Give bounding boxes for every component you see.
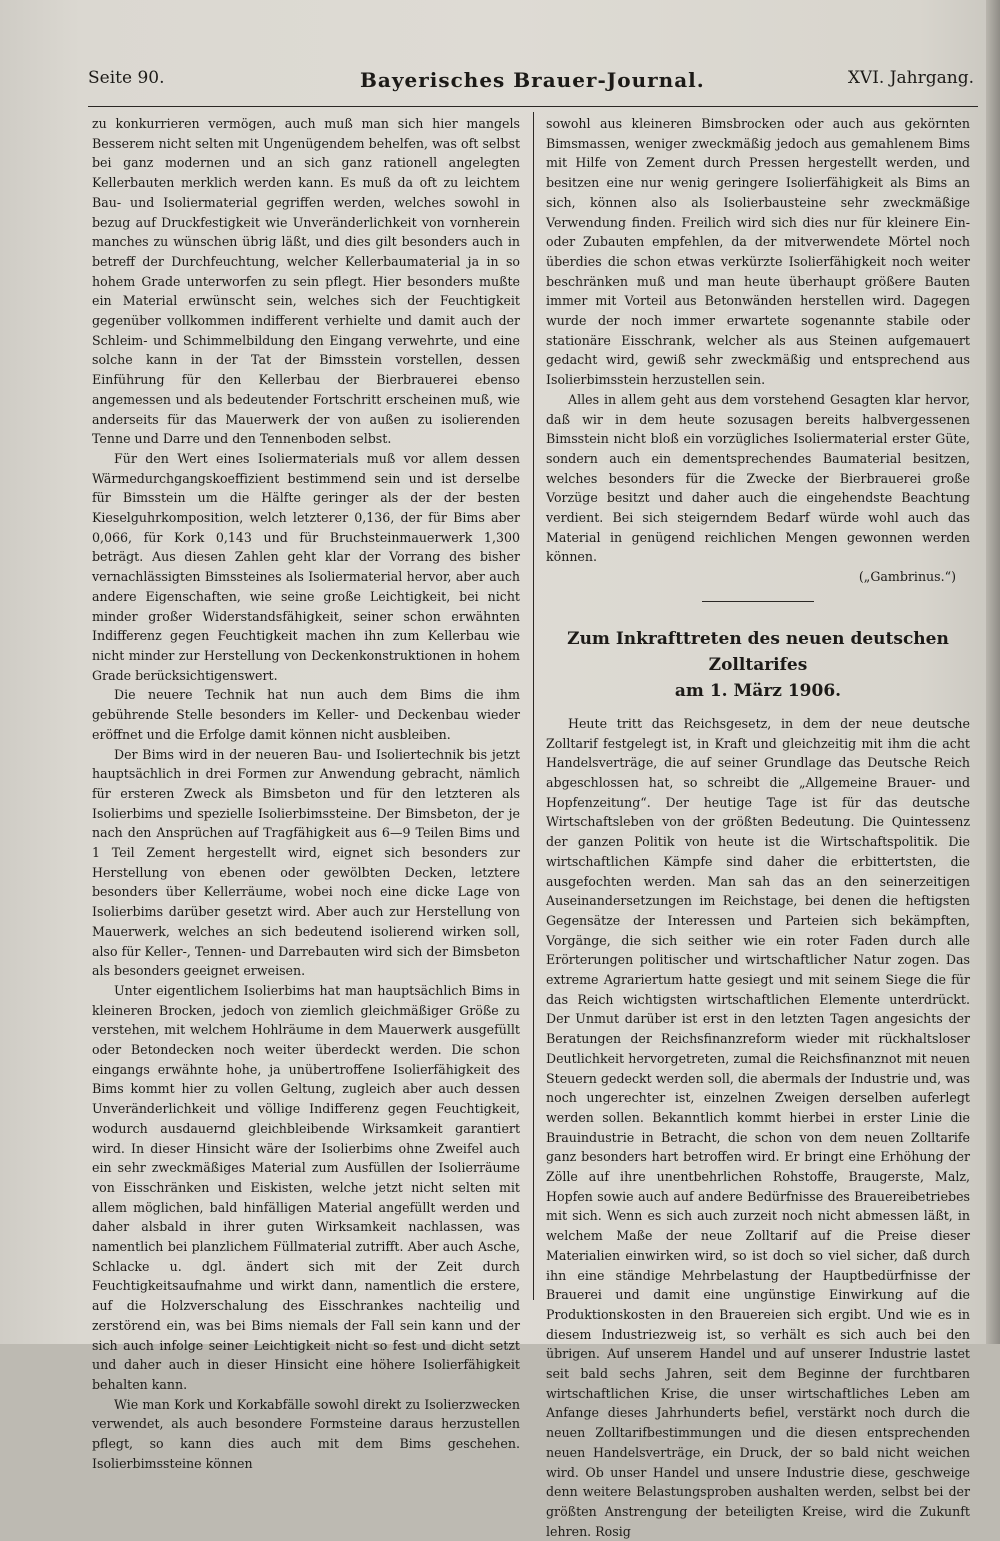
- header-rule: [88, 106, 978, 107]
- paragraph: Wie man Kork und Korkabfälle sowohl direkt zu Isolierzwecken verwendet, als auch besondere Formsteine daraus herzustellen pflegt, so kann dies auch mit dem Bims geschehen. Isolierbimssteine können: [92, 1396, 520, 1471]
- page-number: Seite 90.: [88, 68, 165, 88]
- page-header: [88, 68, 978, 100]
- paragraph: zu konkurrieren vermögen, auch muß man sich hier mangels Besserem nicht selten mit Ungenügendem behelfen, was oft selbst bei ganz modernen und an sich ganz rationell angelegten Kellerbauten merklich werden kann. Es muß da oft zu leichtem Bau- und Isoliermaterial gegriffen werden, welches sowohl in bezug auf Druckfestigkeit wie Unveränderlichkeit von vornherein manches zu wünschen übrig läßt, und dies gilt besonders auch in betreff der Durchfeuchtung, welcher Kellerbaumaterial ja in so hohem Grade unterworfen zu sein pflegt. Hier besonders mußte ein Material erwünscht sein, welches sich der Feuchtigkeit gegenüber vollkommen indifferent verhielte und damit auch der Schleim- und Schimmelbildung den Eingang verwehrte, und eine solche kann in der Tat der Bimsstein vorstellen, dessen Einführung für den Kellerbau der Bierbrauerei ebenso angemessen und als bedeutender Fortschritt erscheinen muß, wie anderseits für das Mauerwerk der von außen zu isolierenden Tenne und Darre und den Tennenboden selbst.: [92, 116, 520, 447]
- left-column: [92, 114, 520, 1474]
- page-edge-shadow: [986, 0, 1000, 1344]
- volume-label: XVI. Jahrgang.: [847, 68, 974, 88]
- paragraph: Für den Wert eines Isoliermaterials muß vor allem dessen Wärmedurchgangskoeffizient bestimmend sein und ist derselbe für Bimsstein um die Hälfte geringer als der der besten Kieselguhrkomposition, welch letzterer 0,136, der für Bims aber 0,066, für Kork 0,143 und für Bruchsteinmauerwerk 1,300 beträgt. Aus diesen Zahlen geht klar der Vorrang des bisher vernachlässigten Bimssteines als Isoliermaterial hervor, aber auch andere Eigenschaften, wie seine große Leichtigkeit, bei nicht minder großer Widerstandsfähigkeit, seiner schon erwähnten Indifferenz gegen Feuchtigkeit machen ihn zum Kellerbau wie nicht minder zur Herstellung von Deckenkonstruktionen in hohem Grade berücksichtigenswert.: [92, 450, 520, 683]
- journal-title: Bayerisches Brauer-Journal.: [360, 68, 705, 92]
- paragraph: Die neuere Technik hat nun auch dem Bims die ihm gebührende Stelle besonders im Keller- und Deckenbau wieder eröffnet und die Erfolge damit können nicht ausbleiben.: [92, 687, 520, 742]
- paragraph: Der Bims wird in der neueren Bau- und Isoliertechnik bis jetzt hauptsächlich in drei Formen zur Anwendung gebracht, nämlich für ersteren Zweck als Bimsbeton und für den letzteren als Isolierbims und spezielle Isolierbimssteine. Der Bimsbeton, der je nach den Ansprüchen auf Tragfähigkeit aus 6—9 Teilen Bims und 1 Teil Zement hergestellt wird, eignet sich besonders zur Herstellung von ebenen oder gewölbten Decken, letztere besonders über Kellerräume, wobei noch eine dicke Lage von Isolierbims darüber gesetzt wird. Aber auch zur Herstellung von Mauerwerk, welches an sich bedeutend isolierend wirken soll, also für Keller-, Tennen- und Darrebauten wird sich der Bimsbeton als besonders geeignet erweisen.: [92, 746, 520, 979]
- article-title: [546, 626, 970, 704]
- section-rule: [702, 601, 814, 602]
- article-title-line: Zum Inkrafttreten des neuen deutschen Zolltarifes: [567, 628, 949, 675]
- column-divider: [533, 112, 534, 1300]
- source-citation: („Gambrinus.“): [858, 569, 956, 585]
- paragraph: Alles in allem geht aus dem vorstehend Gesagten klar hervor, daß wir in dem heute sozusagen bereits halbvergessenen Bimsstein nicht bloß ein vorzügliches Isoliermaterial erster Güte, sondern auch ein dementsprechendes Baumaterial besitzen, welches besonders für die Zwecke der Bierbrauerei große Vorzüge besitzt und daher auch die eingehendste Beachtung verdient. Bei sich steigerndem Bedarf würde wohl auch das Material in genügend reichlichen Mengen gewonnen werden können.: [546, 391, 970, 565]
- article-title-line: am 1. März 1906.: [674, 680, 842, 701]
- right-column: [546, 114, 970, 1541]
- article-paragraph: Heute tritt das Reichsgesetz, in dem der neue deutsche Zolltarif festgelegt ist, in Kraft und gleichzeitig mit ihm die acht Handelsverträge, die auf seiner Grundlage das Deutsche Reich abgeschlossen hat, so schreibt die „Allgemeine Brauer- und Hopfenzeitung“. Der heutige Tage ist für das deutsche Wirtschaftsleben von der größten Bedeutung. Die Quintessenz der ganzen Politik von heute ist die Wirtschaftspolitik. Die wirtschaftlichen Kämpfe sind daher die erbittertsten, die ausgefochten werden. Man sah das an den seinerzeitigen Auseinandersetzungen im Reichstage, bei denen die heftigsten Gegensätze der Interessen und Parteien sich bekämpften, Vorgänge, die sich seither wie ein roter Faden durch alle Erörterungen politischer und wirtschaftlicher Natur zogen. Das extreme Agrariertum hatte gesiegt und mit seinem Siege die für das Reich wichtigsten wirtschaftlichen Elemente unterdrückt. Der Unmut darüber ist erst in den letzten Tagen angesichts der Beratungen der Reichsfinanzreform wieder mit rückhaltsloser Deutlichkeit hervorgetreten, zumal die Reichsfinanznot mit neuen Steuern gedeckt werden soll, die abermals der Industrie und, was noch ungerechter ist, einzelnen Zweigen derselben auferlegt werden sollen. Bekanntlich kommt hierbei in erster Linie die Brauindustrie in Betracht, die schon von dem neuen Zolltarife ganz besonders hart betroffen wird. Er bringt eine Erhöhung der Zölle auf ihre unentbehrlichen Rohstoffe, Braugerste, Malz, Hopfen sowie auch auf andere Bedürfnisse des Brauereibetriebes mit sich. Wenn es sich auch zurzeit noch nicht abmessen läßt, in welchem Maße der neue Zolltarif auf die Preise dieser Materialien einwirken wird, so ist doch so viel sicher, daß durch ihn eine ständige Mehrbelastung der Hauptbedürfnisse der Brauerei und damit eine ungünstige Einwirkung auf die Produktionskosten in den Brauereien sich ergibt. Und wie es in diesem Industriezweig ist, so verhält es sich auch bei den übrigen. Auf unserem Handel und auf unserer Industrie lastet seit bald sechs Jahren, seit dem Beginne der furchtbaren wirtschaftlichen Krise, die unser wirtschaftliches Leben am Anfange dieses Jahrhunderts befiel, verstärkt noch durch die neuen Zolltarifbestimmungen und die diesen entsprechenden neuen Handelsverträge, ein Druck, der so bald nicht weichen wird. Ob unser Handel und unsere Industrie diese, geschweige denn weitere Belastungsproben aushalten werden, selbst bei der größten Anstrengung der beteiligten Kreise, wird die Zukunft lehren. Rosig: [546, 715, 970, 1539]
- paragraph: Unter eigentlichem Isolierbims hat man hauptsächlich Bims in kleineren Brocken, jedoch von ziemlich gleichmäßiger Größe zu verstehen, mit welchem Hohlräume in dem Mauerwerk ausgefüllt oder Betondecken noch weiter überdeckt werden. Die schon eingangs erwähnte hohe, ja unübertroffene Isolierfähigkeit des Bims kommt hier zu vollen Geltung, zugleich aber auch dessen Unveränderlichkeit und völlige Indifferenz gegen Feuchtigkeit, wodurch ausdauernd gleichbleibende Wirksamkeit garantiert wird. In dieser Hinsicht wäre der Isolierbims ohne Zweifel auch ein sehr zweckmäßiges Material zum Ausfüllen der Isolierräume von Eisschränken und Eiskisten, welche jetzt nicht selten mit allem möglichen, bald hinfälligen Material angefüllt werden und daher alsbald in ihrer guten Wirksamkeit nachlassen, was namentlich bei planzlichem Füllmaterial zutrifft. Aber auch Asche, Schlacke u. dgl. ändert sich mit der Zeit durch Feuchtigkeitsaufnahme und wirkt dann, namentlich die erstere, auf die Holzverschalung des Eisschrankes nachteilig und zerstörend ein, was bei Bims niemals der Fall sein kann und der sich auch infolge seiner Leichtigkeit nicht so fest und dicht setzt und daher auch in dieser Hinsicht eine höhere Isolierfähigkeit behalten kann.: [92, 982, 520, 1392]
- paragraph: sowohl aus kleineren Bimsbrocken oder auch aus gekörnten Bimsmassen, weniger zweckmäßig jedoch aus gemahlenem Bims mit Hilfe von Zement durch Pressen hergestellt werden, und besitzen eine nur wenig geringere Isolierfähigkeit als Bims an sich, können also als Isolierbausteine sehr zweckmäßige Verwendung finden. Freilich wird sich dies nur für kleinere Ein- oder Zubauten empfehlen, da der mitverwendete Mörtel noch überdies die schon etwas verkürzte Isolierfähigkeit noch weiter beschränken muß und man heute überhaupt größere Bauten immer mit Vorteil aus Betonwänden herstellen wird. Dagegen wurde der noch immer erwartete sogenannte stabile oder stationäre Eisschrank, welcher als aus Steinen aufgemauert gedacht wird, gewiß sehr zweckmäßig und entsprechend aus Isolierbimsstein herzustellen sein.: [546, 116, 970, 388]
